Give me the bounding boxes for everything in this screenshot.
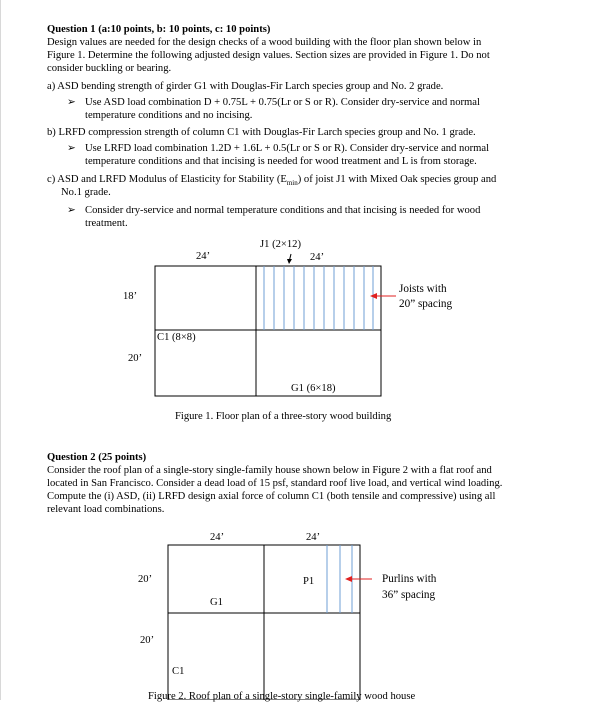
arrow-bullet-icon: ➢ (67, 205, 76, 216)
q2-line2: located in San Francisco. Consider a dead load of 15 psf, standard roof live load, and vertical wind loading. (47, 478, 503, 489)
q1-part-a-bullet-line2: temperature conditions and no incising. (85, 110, 253, 121)
fig2-dim-top-left: 24’ (210, 532, 225, 543)
fig1-j1-arrow-icon (287, 254, 292, 264)
fig1-dim-left-bottom: 20’ (128, 353, 143, 364)
q1-intro-line1: Design values are needed for the design checks of a wood building with the floor plan shown below in (47, 37, 482, 48)
fig2-purlin-arrow-icon (345, 576, 372, 582)
fig1-dim-left-top: 18’ (123, 291, 138, 302)
fig2-p1-label: P1 (303, 576, 315, 587)
q1-part-b: b) LRFD compression strength of column C1 with Douglas-Fir Larch species group and No. 1 grade. (47, 127, 476, 138)
fig1-joist-arrow-icon (370, 293, 396, 299)
arrow-bullet-icon: ➢ (67, 143, 76, 154)
q1-intro-line2: Figure 1. Determine the following adjusted design values. Section sizes are provided in Figure 1. Do not (47, 50, 490, 61)
q1-part-b-bullet-line2: temperature conditions and that incising is needed for wood treatment and L is from storage. (85, 156, 477, 167)
fig1-dim-top-left: 24’ (196, 251, 211, 262)
q1-intro-line3: consider buckling or bearing. (47, 63, 172, 74)
fig2-dim-left-bottom: 20’ (140, 635, 155, 646)
fig1-g1-label: G1 (6×18) (291, 383, 336, 394)
fig2-purlins-line1: Purlins with (382, 573, 437, 585)
fig1-joists-line2: 20” spacing (399, 298, 453, 310)
fig1-caption: Figure 1. Floor plan of a three-story wood building (175, 411, 392, 422)
q1-part-c-bullet-line1: Consider dry-service and normal temperature conditions and that incising is needed for wood (85, 205, 481, 216)
q1-part-b-bullet-line1: Use LRFD load combination 1.2D + 1.6L + 0.5(Lr or S or R). Consider dry-service and normal (85, 143, 490, 154)
fig2-c1-label: C1 (172, 666, 185, 677)
q1-part-a: a) ASD bending strength of girder G1 with Douglas-Fir Larch species group and No. 2 grade. (47, 81, 444, 92)
fig2-dim-top-right: 24’ (306, 532, 321, 543)
fig2-g1-label: G1 (210, 597, 223, 608)
fig1-j1-label: J1 (2×12) (260, 239, 301, 250)
q1-part-c-text-post: ) of joist J1 with Mixed Oak species group and (297, 174, 497, 185)
q2-title: Question 2 (25 points) (47, 452, 147, 463)
fig2-dim-left-top: 20’ (138, 574, 153, 585)
q1-part-a-bullet-line1: Use ASD load combination D + 0.75L + 0.75(Lr or S or R). Consider dry-service and normal (85, 97, 480, 108)
q1-part-c-text: c) ASD and LRFD Modulus of Elasticity for Stability (E (47, 174, 287, 185)
fig1-dim-top-right: 24’ (310, 252, 325, 263)
q1-title: Question 1 (a:10 points, b: 10 points, c: 10 points) (47, 24, 271, 35)
fig1-joists (264, 266, 373, 330)
q2-line4: relevant load combinations. (47, 504, 165, 515)
fig2-caption: Figure 2. Roof plan of a single-story single-family wood house (148, 691, 416, 702)
q2-line1: Consider the roof plan of a single-story single-family house shown below in Figure 2 with a flat roof and (47, 465, 492, 476)
q1-part-c-subscript: min (286, 179, 298, 188)
arrow-bullet-icon: ➢ (67, 97, 76, 108)
q2-line3: Compute the (i) ASD, (ii) LRFD design axial force of column C1 (both tensile and compressive) using all (47, 491, 496, 502)
fig2-purlins-line2: 36” spacing (382, 589, 436, 601)
q1-part-c-line2: No.1 grade. (61, 187, 111, 198)
fig1-joists-line1: Joists with (399, 283, 447, 295)
q1-part-c-bullet-line2: treatment. (85, 218, 128, 229)
fig1-c1-label: C1 (8×8) (157, 332, 196, 343)
